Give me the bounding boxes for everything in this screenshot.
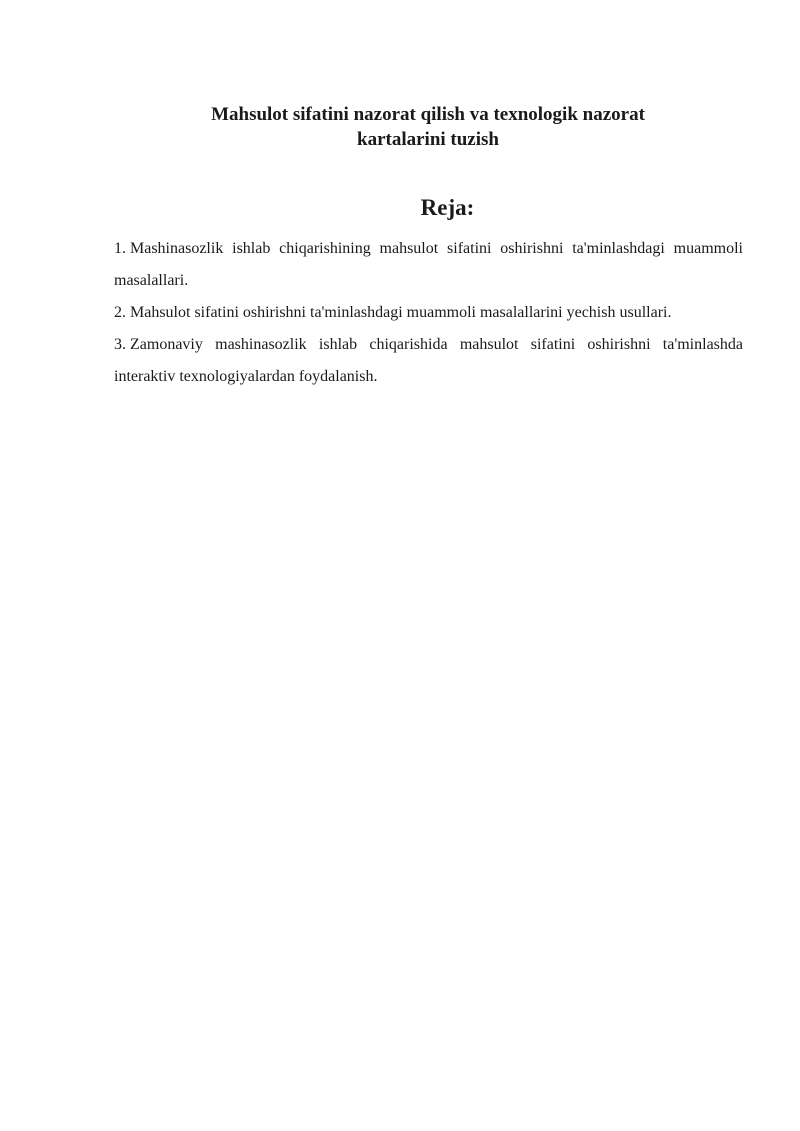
plan-item-text: Mashinasozlik ishlab chiqarishining mahsulot sifatini oshirishni ta'minlashdagi muammoli masalallari. <box>114 240 743 289</box>
document-title <box>140 102 716 152</box>
plan-item <box>114 297 743 329</box>
plan-item-text: Mahsulot sifatini oshirishni ta'minlashdagi muammoli masalallarini yechish usullari. <box>130 304 672 321</box>
title-line-1: Mahsulot sifatini nazorat qilish va texnologik nazorat <box>211 104 645 125</box>
plan-item <box>114 233 743 297</box>
plan-heading: Reja: <box>420 195 475 220</box>
title-line-2: kartalarini tuzish <box>357 129 499 150</box>
plan-item-number: 3. <box>114 336 126 353</box>
plan-item <box>114 329 743 393</box>
plan-item-number: 1. <box>114 240 126 257</box>
plan-item-number: 2. <box>114 304 126 321</box>
plan-item-text: Zamonaviy mashinasozlik ishlab chiqarishida mahsulot sifatini oshirishni ta'minlashda interaktiv texnologiyalardan foydalanish. <box>114 336 743 385</box>
plan-list <box>114 233 743 393</box>
